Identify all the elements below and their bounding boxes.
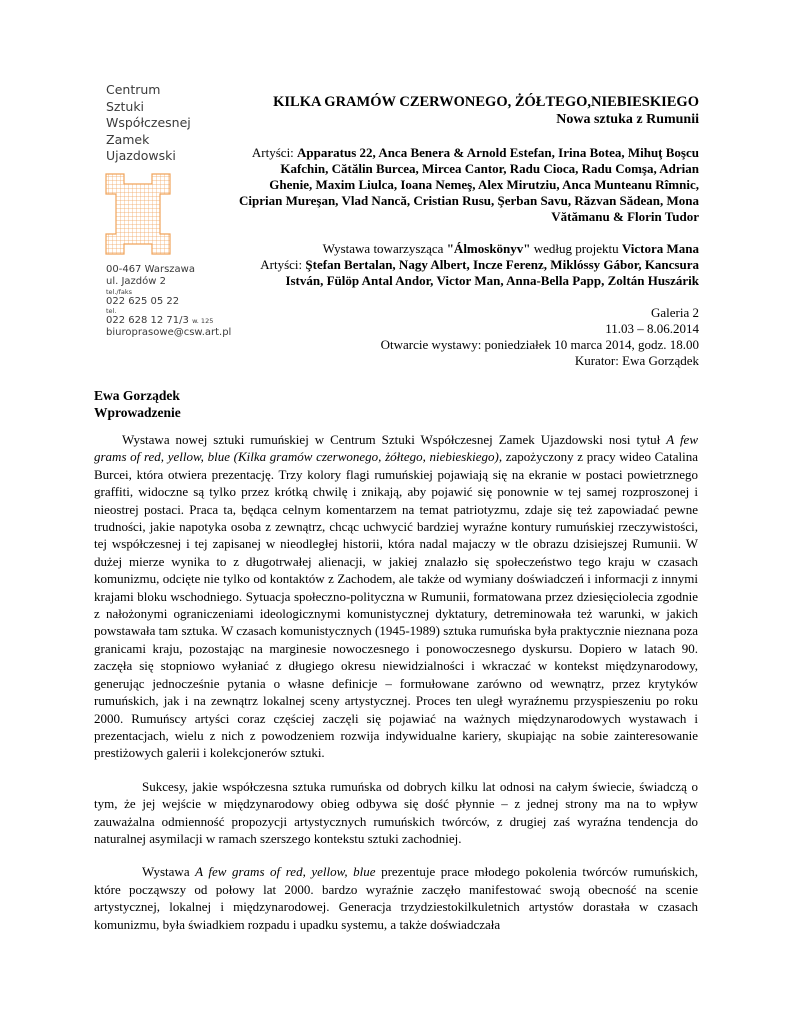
tel-label: tel.	[106, 307, 117, 315]
author-name: Ewa Gorządek	[94, 388, 180, 403]
artists-label: Artyści:	[251, 145, 298, 160]
companion-artists-label: Artyści:	[260, 257, 306, 272]
tel-fax-number: 022 625 05 22	[106, 296, 180, 307]
address-line: 00-467 Warszawa	[106, 264, 195, 275]
artists-list	[239, 145, 699, 225]
opening-info: Otwarcie wystawy: poniedziałek 10 marca 2014, godz. 18.00	[380, 337, 699, 352]
companion-prefix: Wystawa towarzysząca	[322, 241, 447, 256]
paragraph-text: Wystawa nowej sztuki rumuńskiej w Centrum Sztuki Współczesnej Zamek Ujazdowski nosi tytuł	[122, 432, 667, 447]
artists-names: Apparatus 22, Anca Benera & Arnold Estefan, Irina Botea, Mihuţ Boşcu Kafchin, Cătălin Burcea, Mircea Cantor, Radu Cioca, Radu Comşa, Adrian Ghenie, Maxim Liulca, Ioana Nemeş, Alex Mirutziu, Anca Munteanu Rîmnic, Ciprian Mureşan, Vlad Nancă, Cristian Rusu, Şerban Savu, Răzvan Sădean, Mona Vătămanu & Florin Tudor	[239, 145, 700, 224]
institution-name-line: Zamek	[106, 131, 150, 147]
exhibition-subtitle: Nowa sztuka z Rumunii	[556, 112, 699, 127]
institution-name	[106, 82, 236, 165]
companion-title: "Álmoskönyv"	[446, 241, 531, 256]
institution-name-line: Centrum	[106, 82, 161, 97]
author-block	[94, 387, 181, 421]
tel-number	[106, 315, 246, 327]
institution-name-line: Sztuki	[106, 98, 145, 114]
contact-address	[106, 264, 246, 338]
paragraph: Sukcesy, jakie współczesna sztuka rumuńska od dobrych kilku lat odnosi na całym świecie, świadczą o tym, że jej wejście w międzynarodowy obieg odbywa się dość płynnie – z jednej strony ma na to wpływ zauważalna odmienność propozycji artystycznych rumuńskich twórców, z drugiej zaś wyraźna tendencja do naturalnej asymilacji w ramach szerszego kontekstu sztuki zachodniej.	[94, 778, 698, 846]
paragraph-text: Wystawa	[142, 864, 196, 880]
castle-grid-logo-icon	[104, 172, 172, 256]
curator-info: Kurator: Ewa Gorządek	[574, 353, 699, 368]
email-address: biuroprasowe@csw.art.pl	[106, 327, 232, 338]
paragraph-text: zapożyczony z pracy wideo Catalina Burcei, która otwiera prezentację. Trzy kolory flagi rumuńskiej pojawiają się na ekranie w postaci powietrznego graffiti, widoczne są tylko przez krótką chwilę i znikają, aby pojawić się ponownie w tej samej rozproszonej i nieostrej postaci. Praca ta, będąca celnym komentarzem na temat patriotyzmu, zdaje się też zapowiadać pewne trudności, jakie napotyka osoba z zewnątrz, chcąc uchwycić bardziej wyraźne kontury rumuńskiej rzeczywistości, tej współczesnej i tej zapisanej w nieodległej historii, która nadal majaczy w tle obrazu dzisiejszej Rumunii. W dużej mierze wynika to z długotrwałej alienacji, w jakiej znalazło się społeczeństwo tego kraju w czasach komunizmu, odcięte nie tylko od kontaktów z Zachodem, ale także od wymiany doświadczeń i informacji z innymi krajami bloku wschodniego. Sytuacja społeczno-polityczna w Rumunii, formatowana przez dziesięciolecia zgodnie z nałożonymi ograniczeniami ideologicznymi komunistycznej dyktatury, detreminowała też warunki, w jakich powstawała tam sztuka. W czasach komunistycznych (1945-1989) sztuka rumuńska była praktycznie nieznana poza granicami kraju, pozostając na marginesie nowoczesnego i ponowoczesnego dyskursu. Dopiero w latach 90. zaczęła się stopniowo wyłaniać z długiego okresu niewidzialności i wkraczać w kontekst międzynarodowy, generując jednocześnie pytania o własne definicje – formułowane zarówno od wewnątrz, przez krytyków rumuńskich, jak i na zewnątrz lokalnej sceny artystycznej. Proces ten uległ wyraźnemu przyspieszeniu po roku 2000. Rumuńscy artyści coraz częściej zaczęli się pojawiać na ważnych międzynarodowych wystawach i prezentacjach, wielu z nich z powodzeniem rozwija indywidualne kariery, skupiając na sobie zainteresowanie prestiżowych galerii i kolekcjonerów sztuki.	[94, 449, 698, 761]
tel-fax-label: tel./faks	[106, 288, 133, 296]
companion-mid: według projektu	[530, 241, 622, 256]
companion-artists-names: Ştefan Bertalan, Nagy Albert, Incze Ferenz, Miklóssy Gábor, Kancsura István, Fülöp Antal Andor, Victor Man, Anna-Bella Papp, Zoltán Huszárik	[285, 257, 699, 288]
exhibition-header	[239, 94, 699, 369]
section-title: Wprowadzenie	[94, 405, 181, 420]
gallery-name: Galeria 2	[650, 305, 699, 320]
paragraph	[94, 863, 698, 933]
exhibition-title: KILKA GRAMÓW CZERWONEGO, ŻÓŁTEGO,NIEBIESKIEGO	[273, 94, 699, 110]
italic-title: A few grams of red, yellow, blue	[195, 864, 376, 880]
italic-title: A few grams of red, yellow, blue (Kilka gramów czerwonego, żółtego, niebieskiego),	[94, 432, 698, 465]
tel-number-main: 022 628 12 71/3	[106, 315, 189, 326]
article-body	[94, 431, 698, 949]
exhibition-dates: 11.03 – 8.06.2014	[605, 321, 699, 336]
companion-exhibition	[239, 241, 699, 257]
paragraph	[94, 431, 698, 762]
address-line: ul. Jazdów 2	[106, 276, 166, 287]
companion-artists-list	[239, 257, 699, 289]
tel-extension: w. 125	[192, 317, 214, 325]
paragraph-text: prezentuje prace młodego pokolenia twórców rumuńskich, które począwszy od połowy lat 2000. bardzo wyraźnie zaczęło manifestować swoją obecność na scenie artystycznej, lokalnej i międzynarodowej. Generacja trzydziestokilkuletnich artystów dorastała w czasach komunizmu, była świadkiem rozpadu i upadku systemu, a także doświadczała	[94, 864, 698, 932]
institution-name-line: Współczesnej	[106, 115, 191, 130]
companion-author: Victora Mana	[621, 241, 699, 256]
institution-name-line: Ujazdowski	[106, 148, 176, 163]
